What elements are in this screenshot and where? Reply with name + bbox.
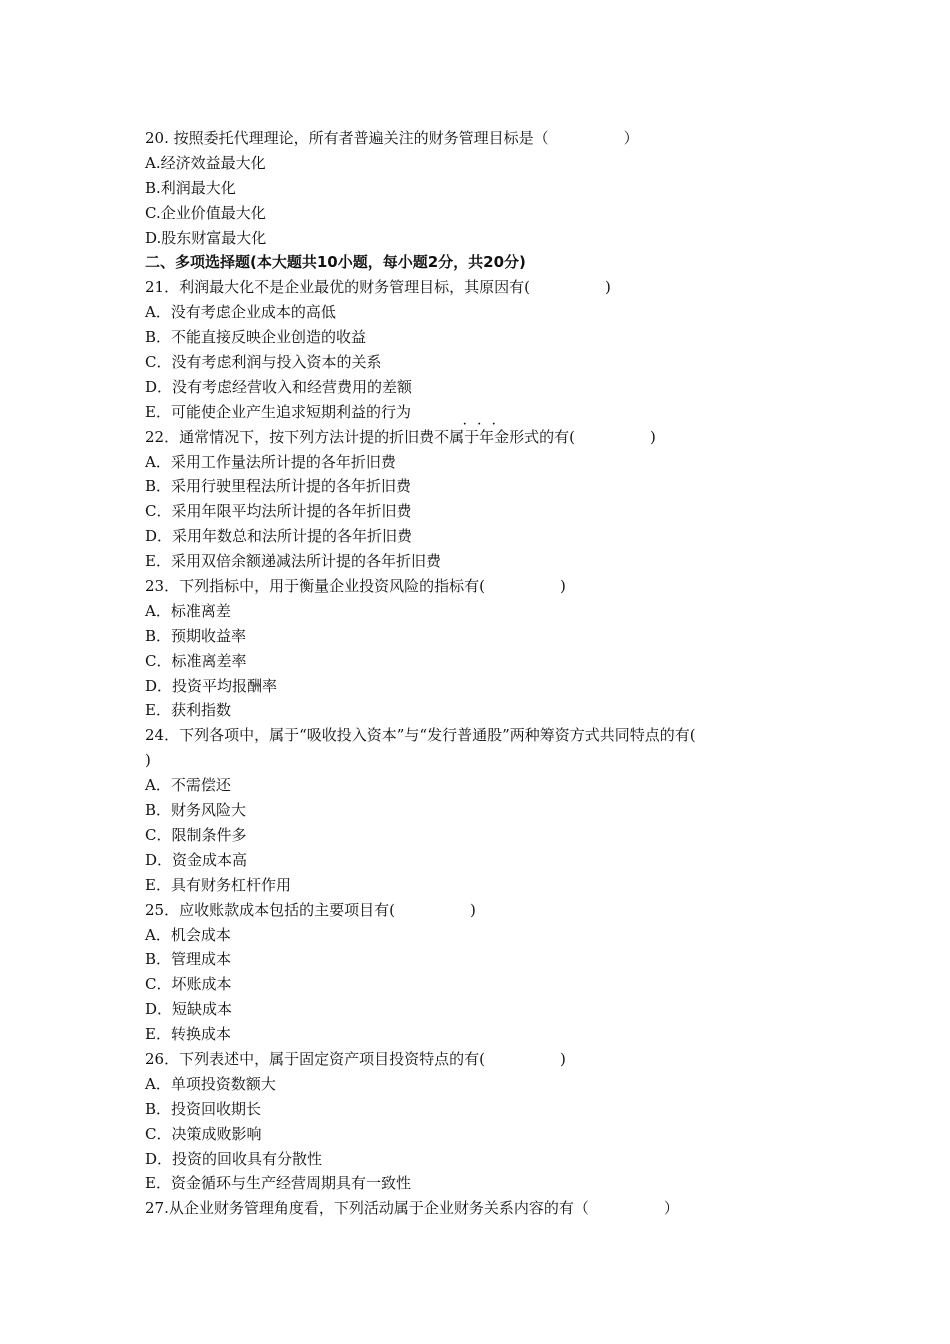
option-22-b: B．采用行驶里程法所计提的各年折旧费 <box>145 477 412 496</box>
question-21: 21．利润最大化不是企业最优的财务管理目标，其原因有( ) <box>145 278 611 297</box>
option-25-c: C．坏账成本 <box>145 975 232 994</box>
option-24-b: B．财务风险大 <box>145 801 247 820</box>
option-21-a: A．没有考虑企业成本的高低 <box>145 303 336 322</box>
option-25-a: A．机会成本 <box>145 925 231 944</box>
option-25-b: B．管理成本 <box>145 950 232 969</box>
question-20: 20. 按照委托代理理论，所有者普遍关注的财务管理目标是（ ） <box>145 129 639 147</box>
option-20-d: D.股东财富最大化 <box>145 228 267 247</box>
option-21-c: C．没有考虑利润与投入资本的关系 <box>145 353 382 372</box>
option-20-b: B.利润最大化 <box>145 178 236 197</box>
option-24-c: C．限制条件多 <box>145 825 247 844</box>
option-23-e: E．获利指数 <box>145 701 231 720</box>
option-26-d: D．投资的回收具有分散性 <box>145 1149 323 1168</box>
option-26-e: E．资金循环与生产经营周期具有一致性 <box>145 1174 411 1193</box>
option-21-d: D．没有考虑经营收入和经营费用的差额 <box>145 377 413 396</box>
option-21-b: B．不能直接反映企业创造的收益 <box>145 328 367 347</box>
option-22-e: E．采用双倍余额递减法所计提的各年折旧费 <box>145 552 441 571</box>
question-26: 26．下列表述中，属于固定资产项目投资特点的有( ) <box>145 1049 566 1068</box>
option-22-a: A．采用工作量法所计提的各年折旧费 <box>145 452 396 471</box>
option-21-e: E．可能使企业产生追求短期利益的行为 <box>145 402 411 421</box>
option-22-c: C．采用年限平均法所计提的各年折旧费 <box>145 502 412 521</box>
section-heading-multiple-choice: 二、多项选择题(本大题共10小题，每小题2分，共20分) <box>145 253 526 272</box>
document-page <box>145 126 825 1221</box>
option-25-e: E．转换成本 <box>145 1025 231 1044</box>
question-22 <box>145 418 825 450</box>
option-23-d: D．投资平均报酬率 <box>145 676 278 695</box>
option-22-d: D．采用年数总和法所计提的各年折旧费 <box>145 527 413 546</box>
question-27: 27.从企业财务管理角度看，下列活动属于企业财务关系内容的有（ ） <box>145 1199 679 1218</box>
option-25-d: D．短缺成本 <box>145 1000 233 1019</box>
question-22-text: 22．通常情况下，按下列方法计提的折旧费不属于年金形式的有( ) <box>145 427 656 446</box>
emphasis-dots: ··· <box>463 418 507 430</box>
question-25: 25．应收账款成本包括的主要项目有( ) <box>145 900 476 919</box>
question-24: 24．下列各项中，属于“吸收投入资本”与“发行普通股”两种筹资方式共同特点的有( <box>145 726 696 745</box>
question-23: 23．下列指标中，用于衡量企业投资风险的指标有( ) <box>145 577 566 596</box>
option-26-b: B．投资回收期长 <box>145 1099 262 1118</box>
option-20-a: A.经济效益最大化 <box>145 153 266 172</box>
option-24-a: A．不需偿还 <box>145 776 231 795</box>
option-26-c: C．决策成败影响 <box>145 1124 262 1143</box>
option-26-a: A．单项投资数额大 <box>145 1074 276 1093</box>
option-24-e: E．具有财务杠杆作用 <box>145 875 291 894</box>
question-24-bracket: ) <box>145 751 151 770</box>
option-24-d: D．资金成本高 <box>145 850 248 869</box>
option-23-b: B．预期收益率 <box>145 626 247 645</box>
option-20-c: C.企业价值最大化 <box>145 203 266 222</box>
option-23-a: A．标准离差 <box>145 601 231 620</box>
option-23-c: C．标准离差率 <box>145 651 247 670</box>
